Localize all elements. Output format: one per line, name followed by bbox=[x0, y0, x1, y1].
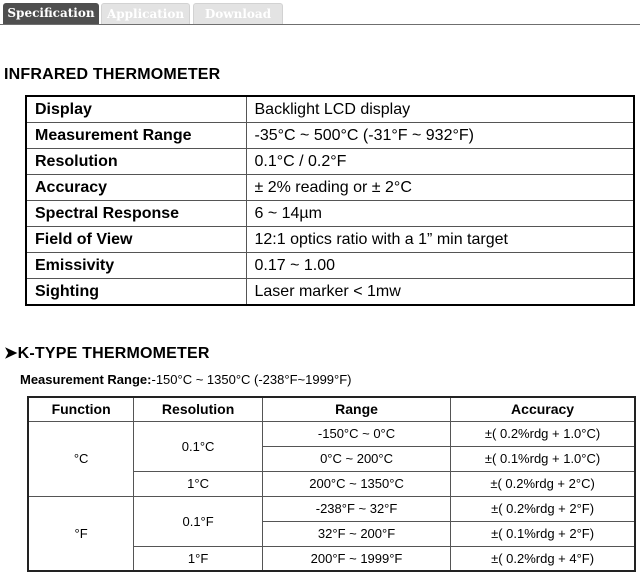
spec-value: 0.1°C / 0.2°F bbox=[246, 149, 634, 175]
accuracy-cell: ±( 0.2%rdg + 4°F) bbox=[451, 546, 635, 571]
measurement-range-value: -150°C ~ 1350°C (-238°F~1999°F) bbox=[151, 372, 352, 387]
table-row bbox=[28, 421, 635, 446]
accuracy-cell: ±( 0.1%rdg + 2°F) bbox=[451, 521, 635, 546]
ktype-spec-table bbox=[27, 396, 636, 572]
tab-download[interactable]: Download bbox=[193, 3, 283, 24]
table-row bbox=[26, 96, 634, 123]
resolution-cell: 1°C bbox=[134, 471, 263, 496]
spec-key: Resolution bbox=[26, 149, 246, 175]
table-row bbox=[26, 175, 634, 201]
resolution-cell: 0.1°C bbox=[134, 421, 263, 471]
table-row bbox=[26, 227, 634, 253]
accuracy-cell: ±( 0.2%rdg + 2°F) bbox=[451, 496, 635, 521]
range-cell: -150°C ~ 0°C bbox=[262, 421, 450, 446]
accuracy-cell: ±( 0.2%rdg + 2°C) bbox=[451, 471, 635, 496]
range-cell: 200°F ~ 1999°F bbox=[262, 546, 450, 571]
table-row bbox=[26, 253, 634, 279]
infrared-spec-table bbox=[25, 95, 635, 306]
ktype-heading: ➤K-TYPE THERMOMETER bbox=[4, 345, 210, 362]
spec-value: ± 2% reading or ± 2°C bbox=[246, 175, 634, 201]
column-header-resolution: Resolution bbox=[134, 397, 263, 421]
table-row bbox=[28, 496, 635, 521]
column-header-accuracy: Accuracy bbox=[451, 397, 635, 421]
spec-key: Measurement Range bbox=[26, 123, 246, 149]
spec-key: Field of View bbox=[26, 227, 246, 253]
spec-key: Display bbox=[26, 96, 246, 123]
table-row bbox=[26, 279, 634, 306]
range-cell: 32°F ~ 200°F bbox=[262, 521, 450, 546]
measurement-range-line bbox=[20, 372, 352, 387]
spec-value: Backlight LCD display bbox=[246, 96, 634, 123]
table-row bbox=[26, 201, 634, 227]
table-row bbox=[26, 149, 634, 175]
range-cell: 0°C ~ 200°C bbox=[262, 446, 450, 471]
table-row bbox=[26, 123, 634, 149]
spec-value: 6 ~ 14µm bbox=[246, 201, 634, 227]
function-cell: °F bbox=[28, 496, 134, 571]
column-header-function: Function bbox=[28, 397, 134, 421]
table-header-row bbox=[28, 397, 635, 421]
resolution-cell: 0.1°F bbox=[134, 496, 263, 546]
infrared-heading: INFRARED THERMOMETER bbox=[4, 66, 221, 83]
range-cell: 200°C ~ 1350°C bbox=[262, 471, 450, 496]
spec-value: Laser marker < 1mw bbox=[246, 279, 634, 306]
spec-value: -35°C ~ 500°C (-31°F ~ 932°F) bbox=[246, 123, 634, 149]
spec-value: 12:1 optics ratio with a 1” min target bbox=[246, 227, 634, 253]
spec-value: 0.17 ~ 1.00 bbox=[246, 253, 634, 279]
accuracy-cell: ±( 0.1%rdg + 1.0°C) bbox=[451, 446, 635, 471]
spec-key: Sighting bbox=[26, 279, 246, 306]
accuracy-cell: ±( 0.2%rdg + 1.0°C) bbox=[451, 421, 635, 446]
tab-specification[interactable]: Specification bbox=[3, 3, 99, 24]
resolution-cell: 1°F bbox=[134, 546, 263, 571]
spec-key: Accuracy bbox=[26, 175, 246, 201]
tab-bar bbox=[0, 0, 640, 25]
tab-application[interactable]: Application bbox=[101, 3, 190, 24]
range-cell: -238°F ~ 32°F bbox=[262, 496, 450, 521]
spec-key: Emissivity bbox=[26, 253, 246, 279]
function-cell: °C bbox=[28, 421, 134, 496]
column-header-range: Range bbox=[262, 397, 450, 421]
spec-key: Spectral Response bbox=[26, 201, 246, 227]
measurement-range-label: Measurement Range: bbox=[20, 372, 152, 387]
